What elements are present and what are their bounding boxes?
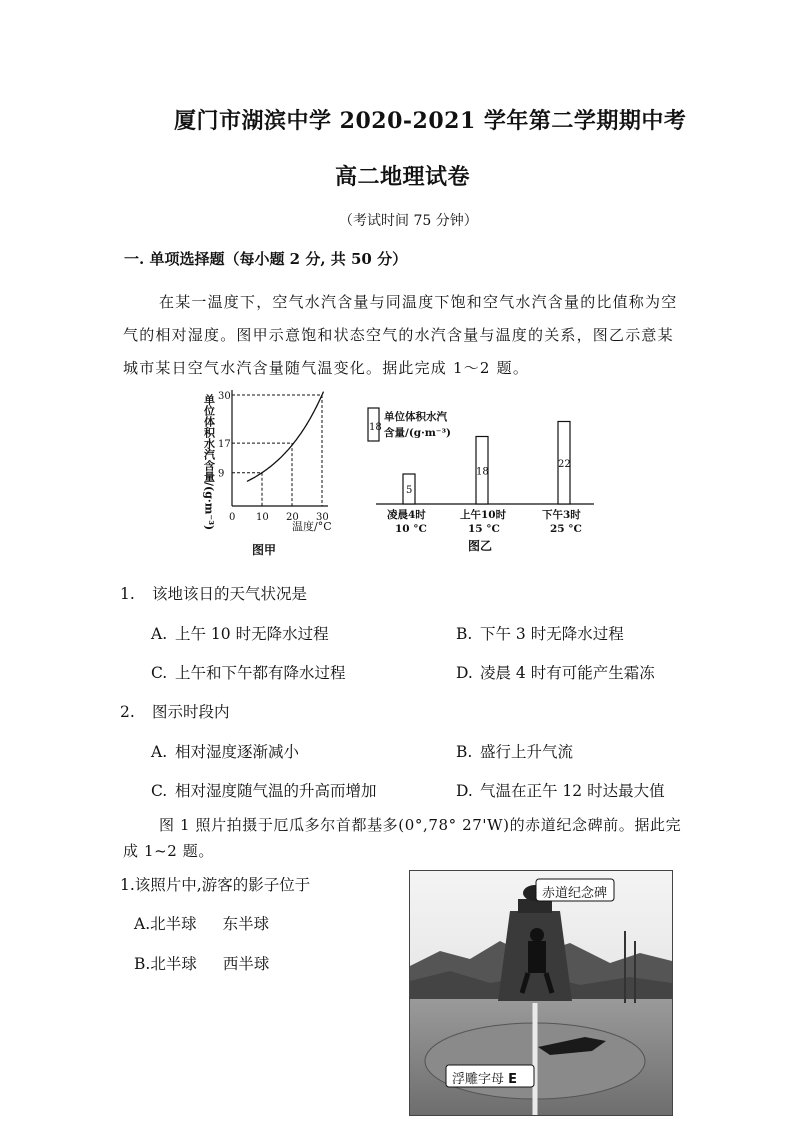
question-text: 该地该日的天气状况是 — [152, 585, 308, 603]
option-text-2: 东半球 — [222, 915, 270, 933]
category-label: 上午10时 — [460, 509, 507, 521]
exam-time: （考试时间 75 分钟） — [339, 213, 478, 229]
question-b-stem: 1.该照片中,游客的影子位于 — [120, 876, 311, 894]
passage-2: 图 1 照片拍摄于厄瓜多尔首都基多(0°,78° 27'W)的赤道纪念碑前。据此完成 1~2 题。 — [123, 816, 682, 860]
legend-label-line1: 单位体积水汽 — [384, 411, 447, 423]
option-letter: A. — [151, 743, 168, 761]
question-number: 1. — [120, 585, 135, 603]
section-heading: 一. 单项选择题（每小题 2 分, 共 50 分） — [124, 250, 408, 268]
y-tick-label: 9 — [218, 468, 225, 480]
option-letter: D. — [456, 782, 473, 800]
x-tick-label: 0 — [229, 512, 236, 523]
option-text-2: 西半球 — [222, 955, 270, 973]
option-letter: C. — [151, 664, 168, 682]
question-text: 图示时段内 — [152, 703, 230, 721]
option-letter: D. — [456, 664, 473, 682]
option-text: 气温在正午 12 时达最大值 — [480, 782, 665, 800]
temperature-label: 25 °C — [550, 523, 582, 535]
question-number: 2. — [120, 703, 135, 721]
question-b-option-b[interactable] — [134, 952, 269, 974]
category-label: 凌晨4时 — [387, 509, 426, 521]
exam-title: 厦门市湖滨中学 2020-2021 学年第二学期期中考 — [174, 108, 687, 134]
figure-jia-ylabel: 单位体积水汽含量/(g·m⁻³) — [202, 394, 216, 531]
option-letter: C. — [151, 782, 168, 800]
figure-yi — [362, 400, 602, 558]
question-2-option-d[interactable] — [456, 779, 665, 801]
option-text: 上午 10 时无降水过程 — [175, 625, 329, 643]
y-tick-label: 30 — [218, 391, 231, 402]
temperature-label: 15 °C — [468, 523, 500, 535]
option-text: 上午和下午都有降水过程 — [175, 664, 346, 682]
option-text: 相对湿度逐渐减小 — [175, 743, 300, 761]
question-1-option-b[interactable] — [456, 622, 624, 644]
photo-label-relief — [452, 1068, 517, 1087]
question-1-stem — [120, 582, 307, 604]
temperature-label: 10 °C — [395, 523, 427, 535]
option-letter: A. — [134, 915, 151, 933]
option-text: 凌晨 4 时有可能产生霜冻 — [480, 664, 655, 682]
question-2-option-a[interactable] — [151, 740, 299, 762]
category-label: 下午3时 — [542, 509, 581, 521]
question-b-option-a[interactable] — [134, 912, 269, 934]
option-text: 北半球 — [150, 955, 197, 973]
option-text: 盛行上升气流 — [480, 743, 574, 761]
passage-1: 在某一温度下，空气水汽含量与同温度下饱和空气水汽含量的比值称为空气的相对湿度。图甲示意饱和状态空气的水汽含量与温度的关系，图乙示意某城市某日空气水汽含量随气温变化。据此完成 1～2 题。 — [123, 293, 678, 377]
figure-jia-caption: 图甲 — [252, 543, 277, 557]
x-tick-label: 30 — [316, 512, 329, 523]
x-tick-label: 20 — [286, 512, 299, 523]
photo-label-relief-text: 浮雕字母 — [452, 1072, 505, 1087]
bar-value-label: 22 — [558, 458, 571, 470]
question-1-option-a[interactable] — [151, 622, 329, 644]
photo-label-monument: 赤道纪念碑 — [542, 886, 608, 901]
option-letter: B. — [456, 743, 473, 761]
bar-value-label: 18 — [476, 466, 489, 478]
saturation-curve — [247, 392, 324, 482]
figure-yi-caption: 图乙 — [468, 539, 493, 553]
bar-value-label: 5 — [406, 485, 413, 496]
figure-jia-xlabel: 温度/°C — [292, 520, 332, 533]
figure-jia — [196, 384, 336, 558]
question-2-option-c[interactable] — [151, 779, 377, 801]
photo-label-letter: E — [508, 1072, 518, 1087]
option-text: 下午 3 时无降水过程 — [480, 625, 624, 643]
exam-subtitle: 高二地理试卷 — [335, 164, 471, 190]
legend-value: 18 — [369, 422, 382, 433]
y-tick-label: 17 — [218, 439, 231, 451]
option-letter: A. — [151, 625, 168, 643]
question-2-option-b[interactable] — [456, 740, 573, 762]
question-1-option-c[interactable] — [151, 661, 346, 683]
x-tick-label: 10 — [256, 512, 269, 523]
option-letter: B. — [134, 955, 151, 973]
equator-monument-photo — [409, 870, 673, 1116]
option-letter: B. — [456, 625, 473, 643]
question-1-option-d[interactable] — [456, 661, 655, 683]
legend-label-line2: 含量/(g·m⁻³) — [384, 427, 452, 439]
question-2-stem — [120, 700, 230, 722]
option-text: 相对湿度随气温的升高而增加 — [175, 782, 377, 800]
option-text: 北半球 — [150, 915, 197, 933]
